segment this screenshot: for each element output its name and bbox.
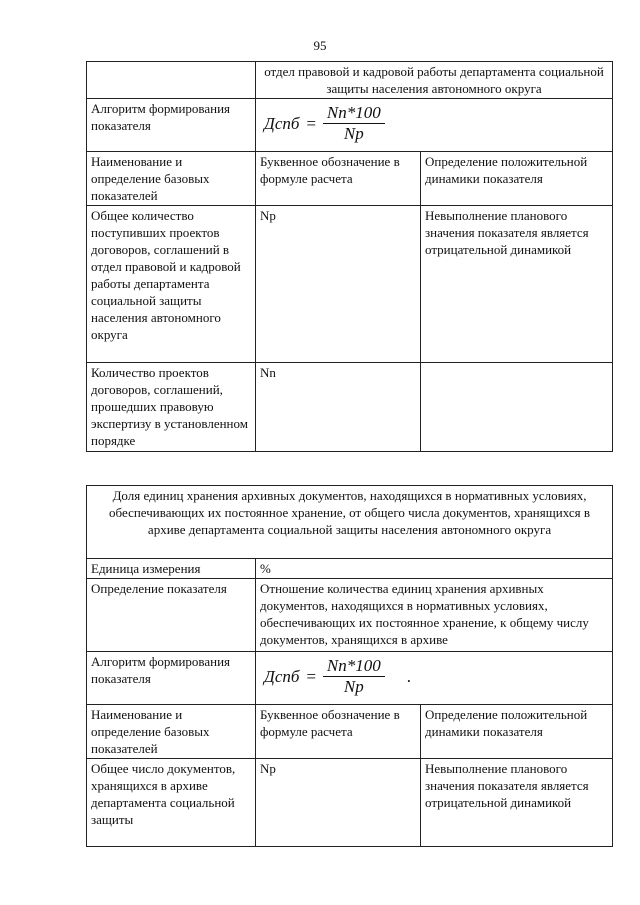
formula: [260, 653, 608, 700]
unit-label: Единица измерения: [87, 559, 256, 579]
indicator-title: Доля единиц хранения архивных документов, находящихся в нормативных условиях, обеспечивающих их постоянное хранение, от общего числа документов, хранящихся в архиве департамента социальной защиты населения автономного округа: [87, 486, 613, 559]
formula-numerator: Nn*100: [323, 103, 385, 124]
row-symbol: Nn: [256, 363, 421, 452]
formula-eq: =: [305, 667, 317, 686]
col-header-symbol: Буквенное обозначение в формуле расчета: [256, 705, 421, 759]
col-header-name: Наименование и определение базовых показателей: [87, 705, 256, 759]
page-number: 95: [313, 38, 327, 53]
row-name: Общее количество поступивших проектов договоров, соглашений в отдел правовой и кадровой работы департамента социальной защиты населения автономного округа: [87, 206, 256, 363]
formula-denominator: Np: [343, 677, 364, 696]
row-name: Общее число документов, хранящихся в архиве департамента социальной защиты: [87, 759, 256, 847]
formula-numerator: Nn*100: [323, 656, 385, 677]
row-name: Количество проектов договоров, соглашений, прошедших правовую экспертизу в установленном порядке: [87, 363, 256, 452]
definition-label: Определение показателя: [87, 579, 256, 652]
indicator-table-2: [86, 485, 613, 847]
formula-denominator: Np: [343, 124, 364, 143]
row-dynamics: [421, 363, 613, 452]
formula-fraction: [323, 103, 385, 144]
formula-trailing-dot: .: [406, 667, 411, 686]
col-header-name: Наименование и определение базовых показателей: [87, 152, 256, 206]
formula-lhs: Дспб: [264, 667, 300, 686]
col-header-symbol: Буквенное обозначение в формуле расчета: [256, 152, 421, 206]
definition-value: Отношение количества единиц хранения архивных документов, находящихся в нормативных условиях, обеспечивающих их постоянное хранение, к общему числу документов, хранящихся в архиве: [256, 579, 613, 652]
formula: [260, 100, 608, 147]
empty-cell: [87, 62, 256, 99]
row-symbol: Np: [256, 206, 421, 363]
indicator-table-1: [86, 61, 613, 452]
formula-fraction: [323, 656, 385, 697]
formula-eq: =: [305, 114, 317, 133]
unit-value: %: [256, 559, 613, 579]
formula-lhs: Дспб: [264, 114, 300, 133]
row-dynamics: Невыполнение планового значения показателя является отрицательной динамикой: [421, 759, 613, 847]
row-dynamics: Невыполнение планового значения показателя является отрицательной динамикой: [421, 206, 613, 363]
department-header: отдел правовой и кадровой работы департамента социальной защиты населения автономного округа: [256, 62, 613, 99]
algorithm-label: Алгоритм формирования показателя: [87, 652, 256, 705]
col-header-dynamics: Определение положительной динамики показателя: [421, 705, 613, 759]
col-header-dynamics: Определение положительной динамики показателя: [421, 152, 613, 206]
formula-cell: [256, 652, 613, 705]
algorithm-label: Алгоритм формирования показателя: [87, 99, 256, 152]
row-symbol: Np: [256, 759, 421, 847]
formula-cell: [256, 99, 613, 152]
